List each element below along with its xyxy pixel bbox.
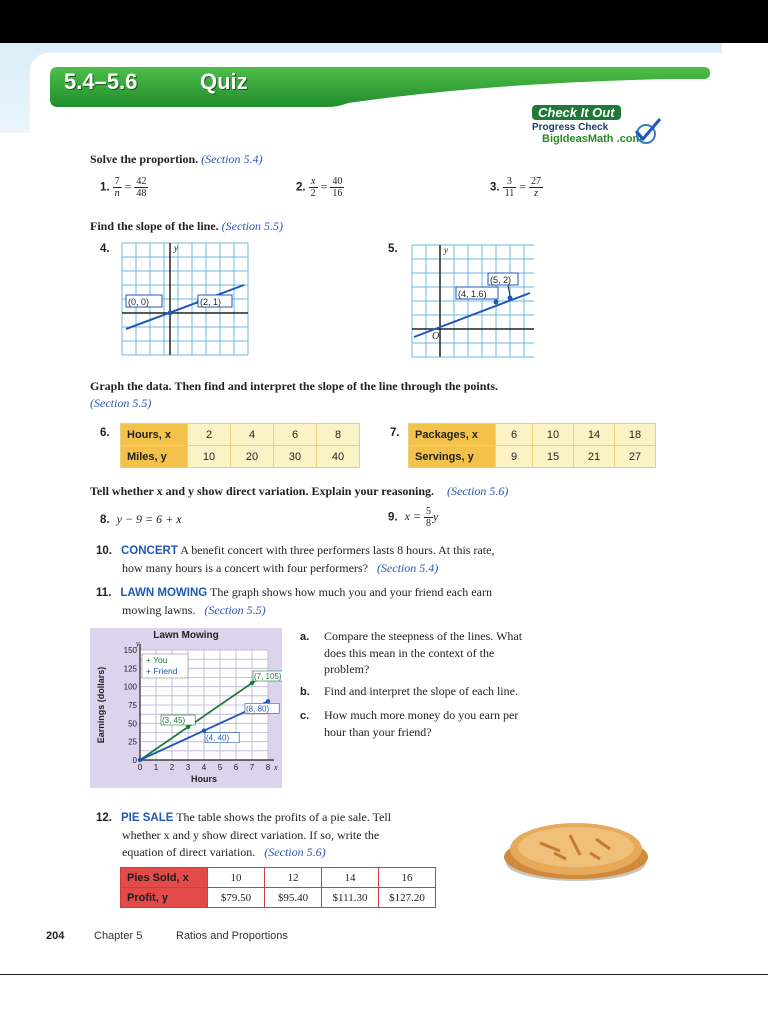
title-bar-shape	[48, 65, 712, 109]
point-label: (3, 45)	[162, 716, 186, 725]
problem-3: 3. $\frac{3}{11}$ = $\frac{27}{z}$	[490, 176, 542, 199]
y-tick-label: 125	[123, 664, 137, 674]
check-it-out-logo	[528, 105, 678, 149]
page-title: 5.4–5.6	[64, 69, 138, 94]
lawn-mowing-chart	[90, 628, 282, 788]
proportion-heading: Solve the proportion.	[90, 152, 199, 166]
x-tick-label: 2	[169, 763, 175, 772]
slope-instruction: Find the slope of the line. (Section 5.5)	[90, 219, 283, 233]
y-tick-label: 75	[128, 701, 137, 710]
y-tick-label: 25	[128, 737, 137, 747]
data-point-you	[250, 681, 254, 685]
chapter-label: Chapter 5	[94, 930, 143, 942]
graph-4-point-2: (2, 1)	[200, 297, 222, 307]
problem-11a: a. Compare the steepness of the lines. What does this mean in the context of the problem?	[300, 629, 523, 676]
problem-6-number: 6.	[100, 427, 110, 439]
problem-11b: b. Find and interpret the slope of each line.	[300, 684, 518, 698]
data-point-friend	[266, 699, 270, 703]
problem-4-number: 4.	[100, 243, 110, 255]
y-tick-label: 0	[132, 756, 137, 765]
x-tick-label: 8	[265, 763, 271, 772]
proportion-ref: (Section 5.4)	[201, 152, 263, 166]
y-axis-label: Earnings (dollars)	[96, 666, 106, 744]
graph-5-point-1: (5, 2)	[490, 275, 512, 285]
title-bar	[48, 65, 712, 109]
lawn-chart-svg	[90, 628, 282, 788]
x-tick-label: 6	[233, 763, 239, 772]
problem-7-number: 7.	[390, 427, 400, 439]
problem-11c: c. How much more money do you earn per hour than your friend?	[300, 708, 519, 739]
y-tick-label: 100	[123, 682, 137, 692]
y-tick-label: 50	[128, 719, 137, 729]
point-label: (8, 80)	[246, 704, 270, 714]
data-point-you	[186, 725, 190, 729]
x-axis-letter: x	[274, 763, 278, 772]
y-axis-letter: y	[136, 639, 140, 648]
logo-bigideasmath: BigIdeasMath .com	[542, 133, 643, 145]
x-tick-label: 0	[137, 763, 143, 772]
svg-text:O: O	[432, 331, 440, 342]
x-tick-label: 1	[153, 763, 159, 772]
graph-4-point-1: (0, 0)	[128, 297, 150, 307]
direct-variation-instruction: Tell whether x and y show direct variation. Explain your reasoning. (Section 5.6)	[90, 484, 509, 498]
table-problem-12	[120, 867, 436, 908]
table-problem-6	[120, 423, 360, 468]
logo-progress-check: Progress Check	[532, 122, 609, 133]
chapter-title: Ratios and Proportions	[176, 930, 288, 942]
problem-8: 8. y − 9 = 6 + x	[100, 512, 182, 526]
data-point-friend	[138, 758, 142, 762]
legend-entry-friend: + Friend	[146, 666, 178, 676]
logo-check-it-out: Check It Out	[532, 105, 621, 120]
pie-image	[500, 813, 652, 890]
chart-title: Lawn Mowing	[153, 630, 219, 641]
problem-1: 1. $\frac{7}{n}$ = $\frac{42}{48}$	[100, 176, 147, 199]
bottom-margin	[0, 975, 768, 1024]
graph-problem-5	[410, 241, 536, 364]
svg-text:y: y	[174, 243, 178, 253]
x-tick-label: 5	[217, 763, 223, 772]
point-label: (7, 105)	[254, 672, 282, 681]
hours-miles-table: Hours, x 2 4 6 8 Miles, y 10 20 30 40	[120, 423, 360, 468]
y-tick-label: 150	[123, 646, 137, 655]
data-point-friend	[202, 728, 206, 732]
graph-data-instruction: Graph the data. Then find and interpret the slope of the line through the points. (Section 5.5)	[90, 379, 499, 410]
proportion-instruction	[90, 152, 262, 167]
problem-12: 12. PIE SALE The table shows the profits of a pie sale. Tell whether x and y show direct variation. If so, write the equation of direct variation. (Section 5.6)	[96, 810, 392, 859]
graph-5-svg	[410, 241, 536, 359]
textbook-page	[0, 43, 768, 975]
problem-9: 9. x = $\frac{5}{8}$ y	[388, 506, 439, 529]
table-problem-7	[408, 423, 656, 468]
x-tick-label: 3	[185, 763, 191, 772]
graph-problem-4	[120, 241, 250, 362]
page-subtitle: Quiz	[200, 69, 248, 94]
problem-5-number: 5.	[388, 243, 398, 255]
graph-5-point-2: (4, 1.6)	[458, 289, 487, 299]
pie-profit-table: Pies Sold, x 10 12 14 16 Profit, y $79.50 $95.40 $111.30 $127.20	[120, 867, 436, 908]
page-number: 204	[46, 930, 65, 942]
problem-10: 10. CONCERT A benefit concert with three performers lasts 8 hours. At this rate, how many hours is a concert with four performers? (Section 5.4)	[96, 543, 495, 575]
x-tick-label: 4	[201, 763, 207, 772]
packages-servings-table: Packages, x 6 10 14 18 Servings, y 9 15 21 27	[408, 423, 656, 468]
legend-entry-you: + You	[146, 655, 168, 665]
checkmark-icon	[628, 117, 662, 150]
x-axis-label: Hours	[190, 774, 218, 784]
problem-2: 2. $\frac{x}{2}$ = $\frac{40}{16}$	[296, 176, 343, 199]
problem-11: 11. LAWN MOWING The graph shows how much you and your friend each earn mowing lawns. (Section 5.5)	[96, 585, 492, 617]
svg-text:y: y	[444, 245, 448, 255]
graph-4-svg	[120, 241, 250, 357]
x-tick-label: 7	[249, 763, 255, 772]
point-label: (4, 40)	[206, 733, 230, 743]
